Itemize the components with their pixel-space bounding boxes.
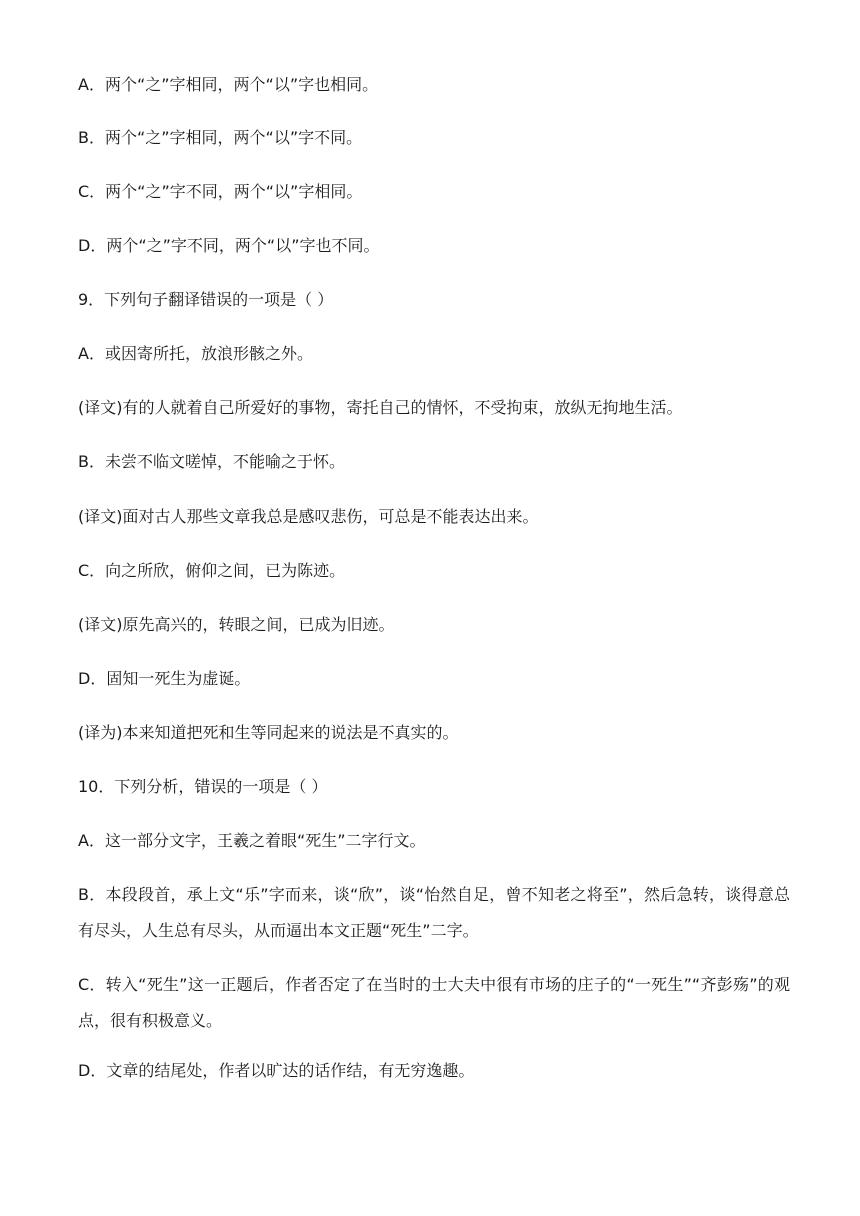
option-8b: B．两个“之”字相同，两个“以”字不同。 <box>78 128 363 147</box>
option-10a: A．这一部分文字，王羲之着眼“死生”二字行文。 <box>78 831 426 850</box>
option-9d: D．固知一死生为虚诞。 <box>78 669 251 688</box>
translation-9a: (译文)有的人就着自己所爱好的事物，寄托自己的情怀，不受拘束，放纵无拘地生活。 <box>78 398 683 417</box>
option-10d: D．文章的结尾处，作者以旷达的话作结，有无穷逸趣。 <box>78 1061 475 1080</box>
option-8a: A．两个“之”字相同，两个“以”字也相同。 <box>78 75 379 94</box>
translation-9d: (译为)本来知道把死和生等同起来的说法是不真实的。 <box>78 723 459 742</box>
option-10c: C．转入“死生”这一正题后，作者否定了在当时的士大夫中很有市场的庄子的“一死生”“齐彭殇”的观点，很有积极意义。 <box>78 975 790 1030</box>
option-8c: C．两个“之”字不同，两个“以”字相同。 <box>78 182 363 201</box>
translation-9b: (译文)面对古人那些文章我总是感叹悲伤，可总是不能表达出来。 <box>78 507 539 526</box>
question-10: 10．下列分析，错误的一项是（ ） <box>78 777 328 796</box>
option-10b: B．本段段首，承上文“乐”字而来，谈“欣”，谈“怡然自足，曾不知老之将至”，然后急转，谈得意总有尽头，人生总有尽头，从而逼出本文正题“死生”二字。 <box>78 885 790 940</box>
option-8d: D．两个“之”字不同，两个“以”字也不同。 <box>78 236 380 255</box>
option-9b: B．未尝不临文嗟悼，不能喻之于怀。 <box>78 452 345 471</box>
question-9: 9．下列句子翻译错误的一项是（ ） <box>78 290 334 309</box>
option-9c: C．向之所欣，俯仰之间，已为陈迹。 <box>78 561 346 580</box>
option-9a: A．或因寄所托，放浪形骸之外。 <box>78 344 313 363</box>
translation-9c: (译文)原先高兴的，转眼之间，已成为旧迹。 <box>78 615 395 634</box>
